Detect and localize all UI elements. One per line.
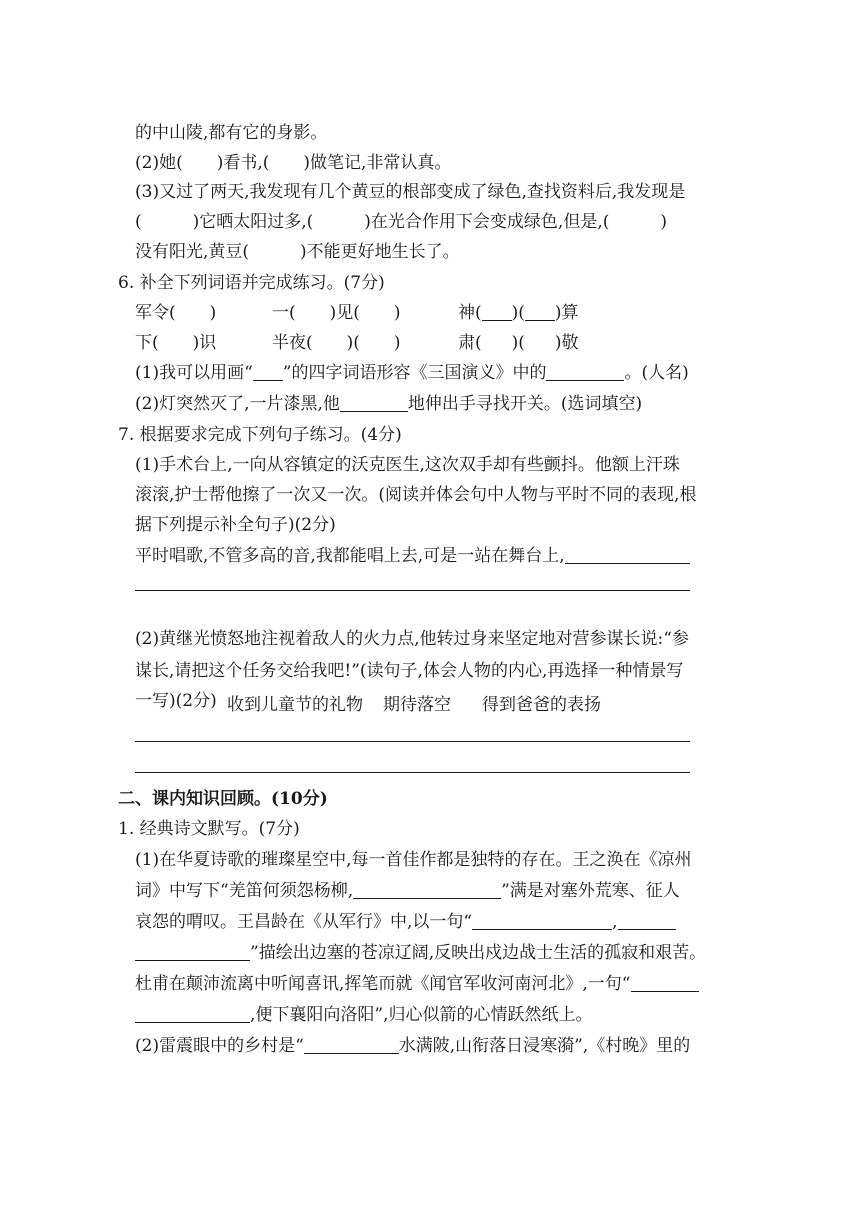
text-part: ”描绘出边塞的苍凉辽阔,反映出戍边战士生活的孤寂和艰苦。 [250,943,707,963]
word-part: )( [511,303,525,323]
text-line [135,880,680,902]
text-part: 地伸出手寻找开关。(选词填空) [407,394,643,414]
text-part: (1)我可以用画“ [135,363,253,383]
blank[interactable] [135,942,250,961]
text-line: 谋长,请把这个任务交给我吧!”(读句子,体会人物的内心,再选择一种情景写 [135,661,684,681]
word-item [458,332,579,354]
word-item: 一( )见( ) [272,303,401,323]
text-line [135,942,706,964]
text-line: 一写)(2分) [135,691,217,711]
blank[interactable] [135,1004,250,1023]
text-line [135,1004,593,1026]
blank[interactable] [565,545,690,564]
option-item: 期待落空 [383,695,451,715]
word-part: 肃( [458,333,482,353]
word-item: 军令( ) [135,303,217,323]
text-part: 。(人名) [624,363,689,383]
text-part: 哀怨的喟叹。王昌龄在《从军行》中,以一句“ [135,912,473,932]
text-line [135,362,689,384]
text-line: 的中山陵,都有它的身影。 [135,123,328,143]
text-part: 平时唱歌,不管多高的音,我都能唱上去,可是一站在舞台上, [135,546,565,566]
text-part: (2)灯突然灭了,一片漆黑,他 [135,394,340,414]
text-line [135,393,642,415]
option-item: 收到儿童节的礼物 [227,695,363,715]
text-line [135,973,699,995]
blank[interactable] [304,1035,399,1054]
text-part: ”满是对塞外荒寒、征人 [501,881,680,901]
blank[interactable] [340,393,408,412]
text-line: 据下列提示补全句子)(2分) [135,515,336,535]
text-part: , [612,912,618,932]
question-heading: 7. 根据要求完成下列句子练习。(4分) [118,425,402,445]
word-item [458,302,579,324]
text-line: (2)黄继光愤怒地注视着敌人的火力点,他转过身来坚定地对营参谋长说:“参 [135,629,689,649]
text-line: 没有阳光,黄豆( )不能更好地生长了。 [135,242,460,262]
question-heading: 6. 补全下列词语并完成练习。(7分) [118,273,385,293]
text-line: ( )它晒太阳过多,( )在光合作用下会变成绿色,但是,( ) [135,212,668,232]
text-line: (1)手术台上,一向从容镇定的沃克医生,这次双手却有些颤抖。他额上汗珠 [135,455,680,475]
word-item: 半夜( )( ) [272,333,401,353]
text-part: 词》中写下“羌笛何须怨杨柳, [135,881,354,901]
answer-line[interactable] [135,772,690,773]
text-part: ,便下襄阳向洛阳”,归心似箭的心情跃然纸上。 [250,1005,593,1025]
text-line: 滚滚,护士帮他擦了一次又一次。(阅读并体会句中人物与平时不同的表现,根 [135,485,697,505]
text-line: (2)她( )看书,( )做笔记,非常认真。 [135,153,452,173]
blank[interactable] [618,911,676,930]
text-line [135,911,676,933]
text-line: (3)又过了两天,我发现有几个黄豆的根部变成了绿色,查找资料后,我发现是 [135,182,686,202]
text-part: 杜甫在颠沛流离中听闻喜讯,挥笔而就《闻官军收河南河北》,一句“ [135,974,631,994]
text-line [135,545,690,567]
blank[interactable] [525,302,555,321]
word-part: )( [511,333,525,353]
question-heading: 1. 经典诗文默写。(7分) [118,819,300,839]
text-part: 水满陂,山衔落日浸寒漪”,《村晚》里的 [398,1036,691,1056]
blank[interactable] [482,302,512,321]
word-part: )敬 [554,333,579,353]
option-item: 得到爸爸的表扬 [482,695,601,715]
text-part: (2)雷震眼中的乡村是“ [135,1036,304,1056]
blank[interactable] [353,880,501,899]
word-part: 神( [458,303,482,323]
blank[interactable] [253,362,283,381]
blank[interactable] [631,973,699,992]
text-line [135,1035,690,1057]
answer-line[interactable] [135,741,690,742]
text-line: (1)在华夏诗歌的璀璨星空中,每一首佳作都是独特的存在。王之涣在《凉州 [135,850,692,870]
text-part: ”的四字词语形容《三国演义》中的 [282,363,547,383]
blank[interactable] [472,911,612,930]
word-part: )算 [554,303,579,323]
answer-line[interactable] [135,590,690,591]
word-item: 下( )识 [135,333,217,353]
section-heading: 二、课内知识回顾。(10分) [118,789,328,809]
blank[interactable] [546,362,624,381]
